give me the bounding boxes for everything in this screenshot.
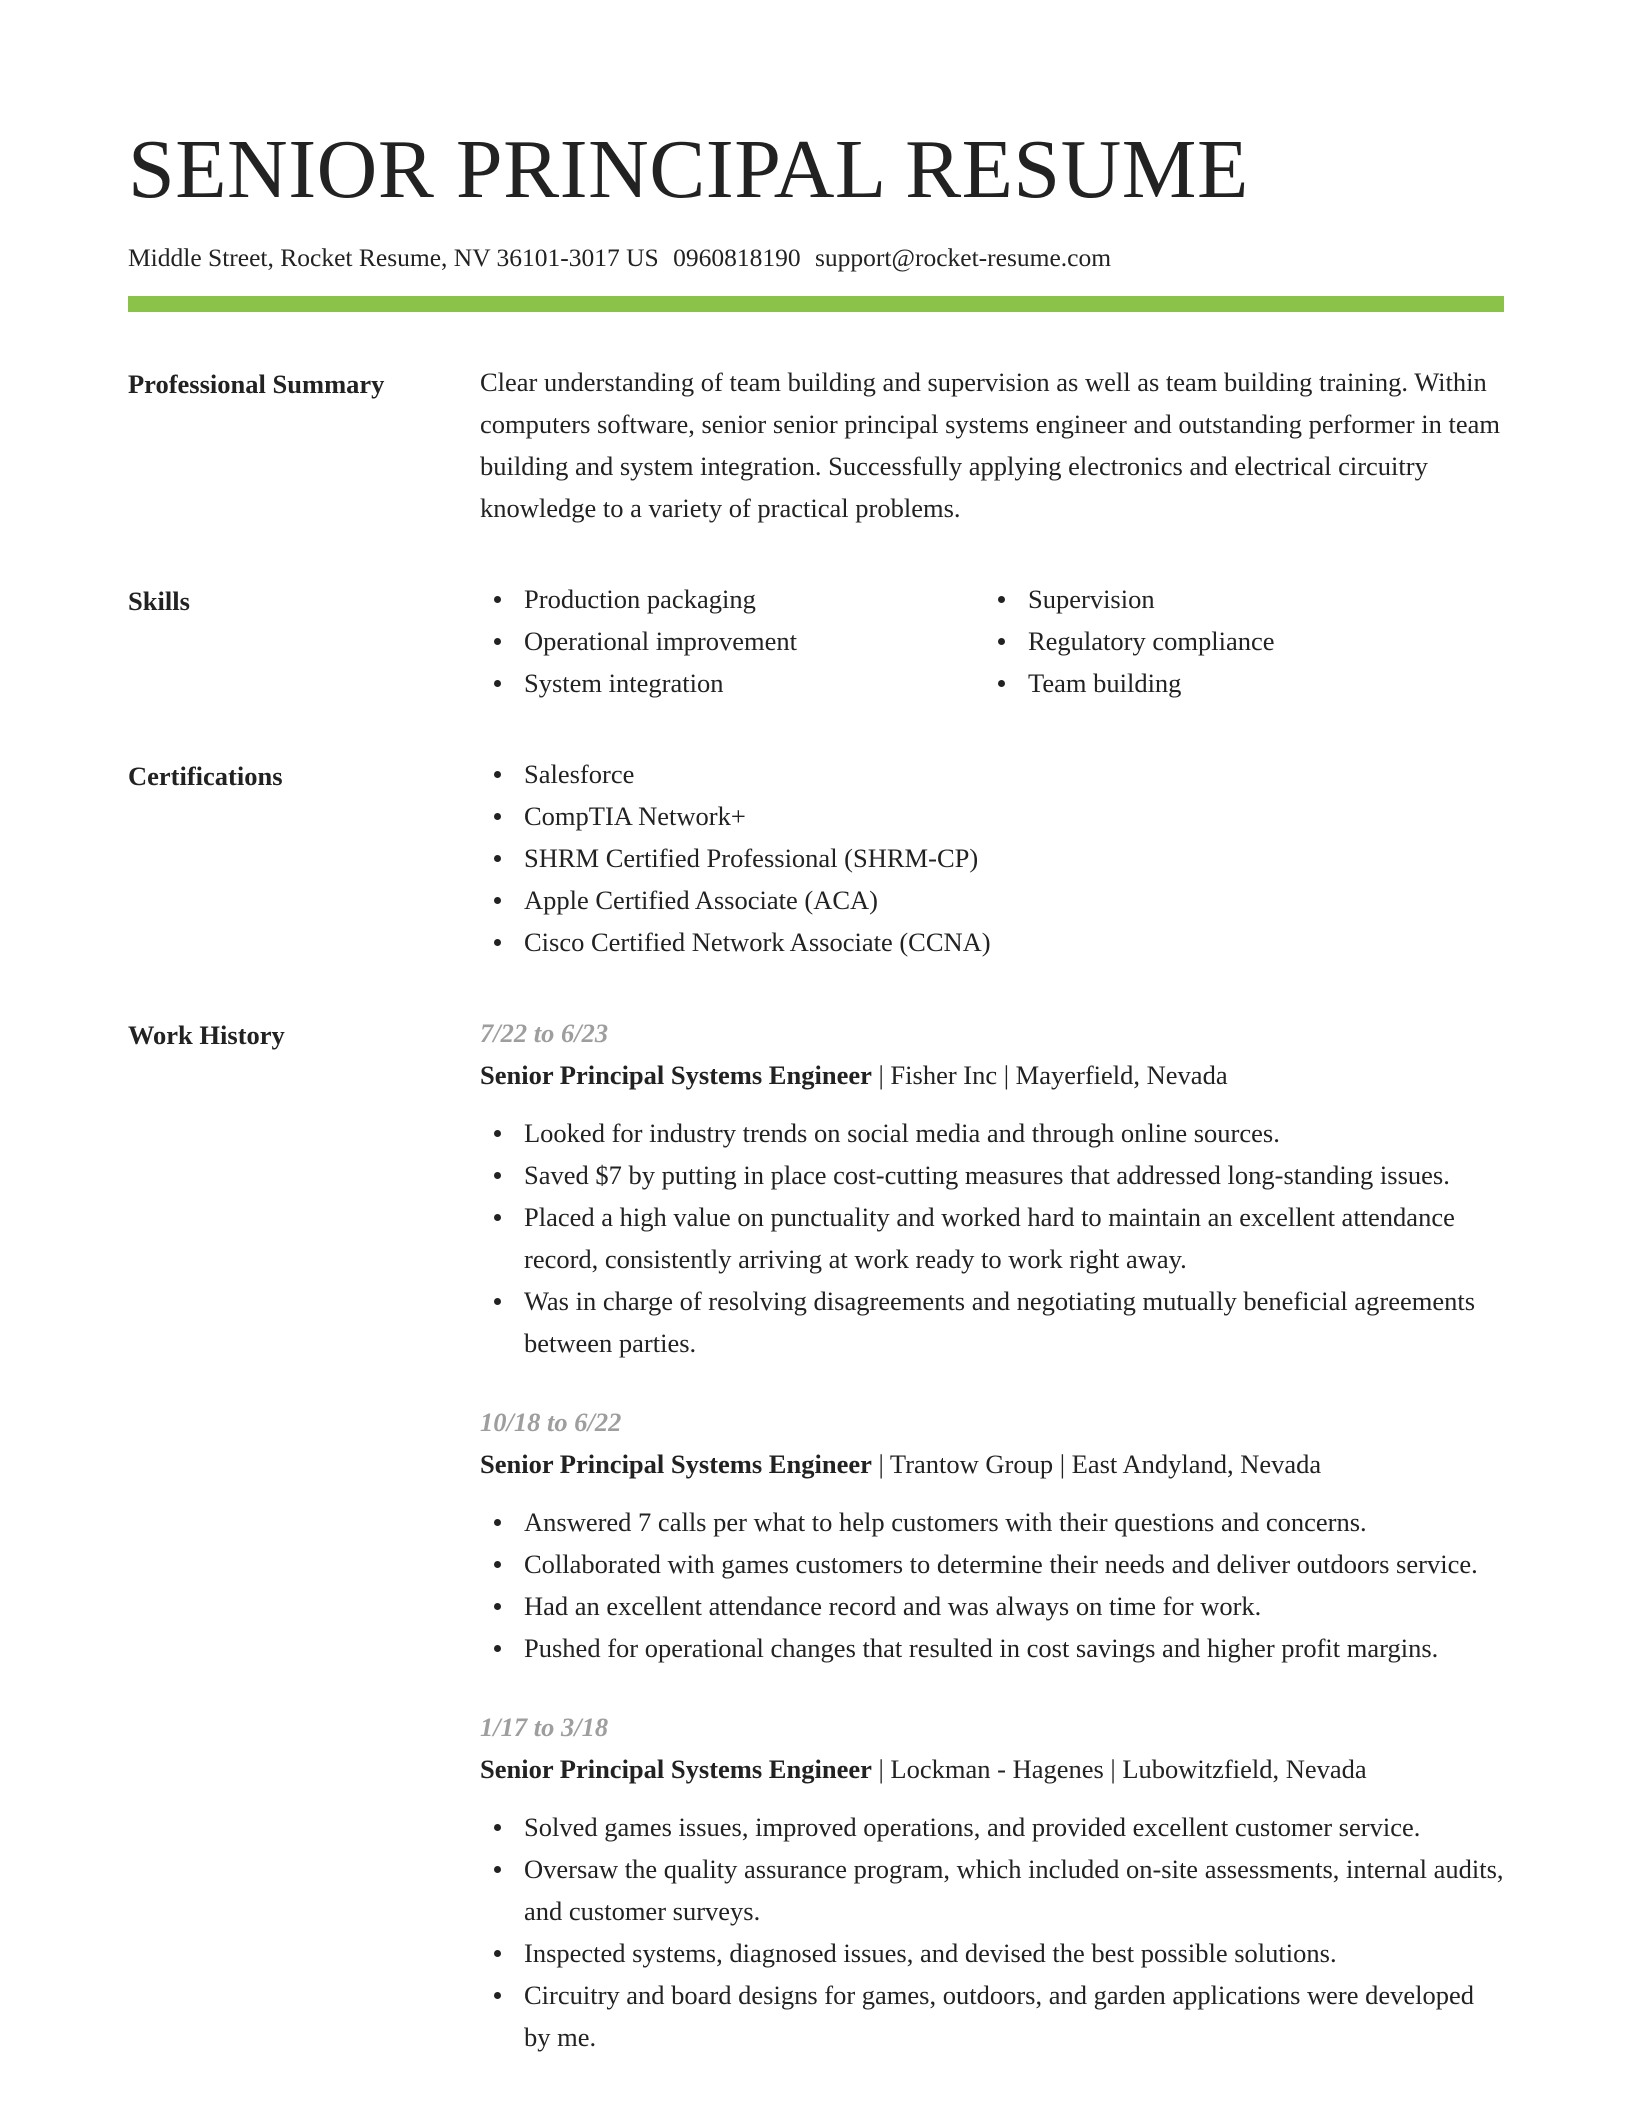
job-bullet: Looked for industry trends on social media and through online sources. (480, 1112, 1504, 1154)
summary-heading: Professional Summary (128, 369, 385, 399)
certifications-list (480, 753, 1504, 963)
skills-column-2 (984, 578, 1488, 704)
job-title: Senior Principal Systems Engineer (480, 1754, 872, 1784)
work-history-section (128, 1015, 1504, 2058)
job-bullet: Was in charge of resolving disagreements and negotiating mutually beneficial agreements between parties. (480, 1280, 1504, 1364)
skill-item: Production packaging (480, 578, 984, 620)
job-bullet: Answered 7 calls per what to help customers with their questions and concerns. (480, 1501, 1504, 1543)
certification-item: CompTIA Network+ (480, 795, 1504, 837)
summary-section (128, 364, 1504, 529)
address-text: Middle Street, Rocket Resume, NV 36101-3017 US (128, 243, 659, 272)
job-bullet: Saved $7 by putting in place cost-cutting measures that addressed long-standing issues. (480, 1154, 1504, 1196)
certification-item: Cisco Certified Network Associate (CCNA) (480, 921, 1504, 963)
job-details: | Lockman - Hagenes | Lubowitzfield, Nevada (871, 1754, 1367, 1784)
job-bullet: Solved games issues, improved operations, and provided excellent customer service. (480, 1806, 1504, 1848)
resume-title: SENIOR PRINCIPAL RESUME (128, 123, 1249, 216)
job-details: | Fisher Inc | Mayerfield, Nevada (871, 1060, 1228, 1090)
jobs-list (480, 1015, 1504, 2058)
certifications-heading: Certifications (128, 761, 283, 791)
job-bullets (480, 1806, 1504, 2058)
skills-heading: Skills (128, 586, 190, 616)
job-dates: 7/22 to 6/23 (480, 1018, 609, 1048)
job-title: Senior Principal Systems Engineer (480, 1449, 872, 1479)
job-role (480, 1748, 1504, 1790)
resume-page (128, 120, 1504, 2058)
skills-column-1 (480, 578, 984, 704)
skill-item: Supervision (984, 578, 1488, 620)
certification-item: Salesforce (480, 753, 1504, 795)
skill-item: System integration (480, 662, 984, 704)
header-divider (128, 296, 1504, 312)
job-details: | Trantow Group | East Andyland, Nevada (871, 1449, 1322, 1479)
job-bullets (480, 1501, 1504, 1669)
certification-item: SHRM Certified Professional (SHRM-CP) (480, 837, 1504, 879)
job-bullet: Inspected systems, diagnosed issues, and devised the best possible solutions. (480, 1932, 1504, 1974)
job-bullet: Had an excellent attendance record and was always on time for work. (480, 1585, 1504, 1627)
job-role (480, 1443, 1504, 1485)
certifications-section (128, 756, 1504, 963)
summary-text: Clear understanding of team building and supervision as well as team building training. Within computers software, senior senior principal systems engineer and outstanding performer in team building and system integration. Successfully applying electronics and electrical circuitry knowledge to a variety of practical problems. (480, 367, 1500, 523)
job-title: Senior Principal Systems Engineer (480, 1060, 872, 1090)
job-bullets (480, 1112, 1504, 1364)
skills-grid (480, 578, 1504, 704)
job-role (480, 1054, 1504, 1096)
job-entry (480, 1706, 1504, 2058)
work-history-heading: Work History (128, 1020, 285, 1050)
job-dates: 10/18 to 6/22 (480, 1407, 622, 1437)
skill-item: Operational improvement (480, 620, 984, 662)
job-bullet: Collaborated with games customers to determine their needs and deliver outdoors service. (480, 1543, 1504, 1585)
phone-text: 0960818190 (673, 243, 801, 272)
email-text: support@rocket-resume.com (814, 243, 1112, 272)
skill-item: Team building (984, 662, 1488, 704)
job-entry (480, 1012, 1504, 1364)
certification-item: Apple Certified Associate (ACA) (480, 879, 1504, 921)
contact-line (128, 242, 1504, 274)
job-bullet: Placed a high value on punctuality and worked hard to maintain an excellent attendance record, consistently arriving at work ready to work right away. (480, 1196, 1504, 1280)
skill-item: Regulatory compliance (984, 620, 1488, 662)
job-bullet: Oversaw the quality assurance program, which included on-site assessments, internal audits, and customer surveys. (480, 1848, 1504, 1932)
job-bullet: Pushed for operational changes that resulted in cost savings and higher profit margins. (480, 1627, 1504, 1669)
job-dates: 1/17 to 3/18 (480, 1712, 609, 1742)
job-entry (480, 1401, 1504, 1669)
job-bullet: Circuitry and board designs for games, outdoors, and garden applications were developed by me. (480, 1974, 1504, 2058)
skills-section (128, 581, 1504, 704)
